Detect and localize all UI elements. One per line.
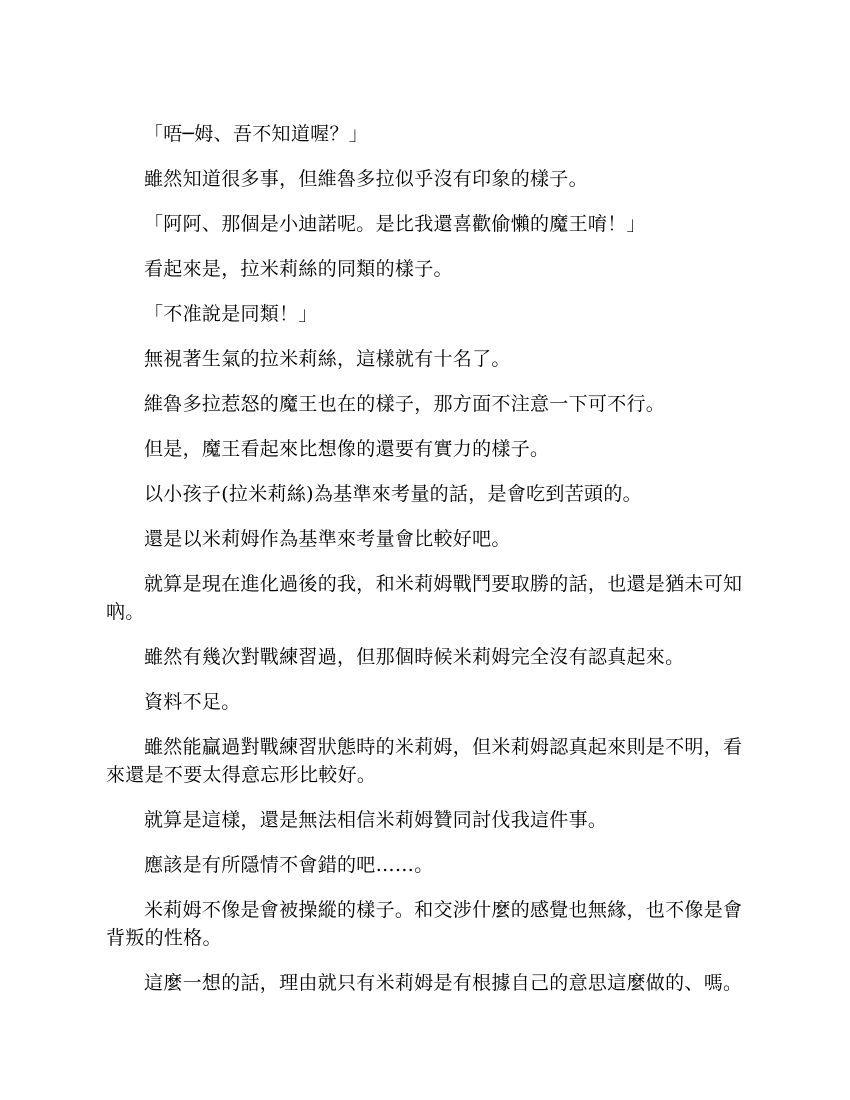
- paragraph: 「唔─姆、吾不知道喔？」: [144, 123, 369, 145]
- paragraph: 應該是有所隱情不會錯的吧……。: [144, 854, 434, 876]
- paragraph: 但是，魔王看起來比想像的還要有實力的樣子。: [144, 438, 550, 460]
- paragraph: 看起來是，拉米莉絲的同類的樣子。: [144, 258, 453, 280]
- paragraph: 雖然知道很多事，但維魯多拉似乎沒有印象的樣子。: [144, 168, 588, 190]
- paragraph: 還是以米莉姆作為基準來考量會比較好吧。: [144, 528, 511, 550]
- paragraph: 無視著生氣的拉米莉絲，這樣就有十名了。: [144, 348, 511, 370]
- paragraph: 資料不足。: [144, 691, 241, 713]
- paragraph: 「不准說是同類！」: [144, 303, 318, 325]
- paragraph: 就算是現在進化過後的我，和米莉姆戰鬥要取勝的話，也還是猶未可知吶。: [106, 573, 743, 623]
- paragraph: 米莉姆不像是會被操縱的樣子。和交涉什麼的感覺也無緣，也不像是會背叛的性格。: [106, 899, 743, 949]
- paragraph: 就算是這樣，還是無法相信米莉姆贊同討伐我這件事。: [144, 809, 608, 831]
- paragraph: 「阿阿、那個是小迪諾呢。是比我還喜歡偷懶的魔王唷！」: [144, 213, 646, 235]
- paragraph: 雖然有幾次對戰練習過，但那個時候米莉姆完全沒有認真起來。: [144, 646, 685, 668]
- paragraph: 這麼一想的話，理由就只有米莉姆是有根據自己的意思這麼做的、嗎。: [144, 972, 743, 994]
- paragraph: 雖然能贏過對戰練習狀態時的米莉姆，但米莉姆認真起來則是不明，看來還是不要太得意忘形比較好。: [106, 736, 743, 786]
- document-body: [106, 120, 746, 1014]
- paragraph: 以小孩子(拉米莉絲)為基準來考量的話，是會吃到苦頭的。: [144, 483, 642, 505]
- paragraph: 維魯多拉惹怒的魔王也在的樣子，那方面不注意一下可不行。: [144, 393, 666, 415]
